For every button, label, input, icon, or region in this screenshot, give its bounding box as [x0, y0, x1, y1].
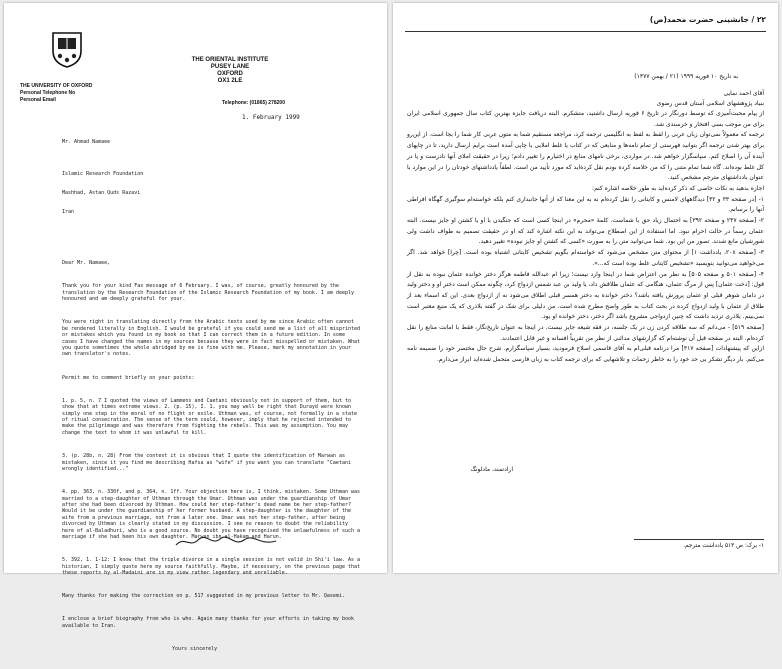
persian-paragraph: ۱- [در صفحه ۳۳ و ۳۲] دیدگاههای لامنس و کایتانی را نقل کرده‌ام نه به این معنا که از آنها جانبداری کنم بلکه خواسته‌ام سوگیری گهگاه افراطی آنها را برسانم.	[407, 195, 764, 214]
persian-body	[407, 109, 764, 366]
letter-paragraph: I enclose a brief biography from who is who. Again many thanks for your efforts in taking my book available to Iran.	[62, 616, 358, 629]
institute-street: PUSEY LANE	[210, 64, 250, 70]
letter-body	[62, 126, 362, 669]
institute-name: THE ORIENTAL INSTITUTE	[191, 57, 269, 63]
letter-date: 1. February 1999	[242, 114, 300, 121]
persian-translation-page	[393, 3, 778, 573]
personal-email-label: Personal Email	[20, 97, 56, 103]
address-line: Islamic Research Foundation	[62, 170, 144, 177]
letter-paragraph: You were right in translating directly from the Arabic texts used by me since Arabic often cannot be rendered literally in English. I would be grateful if you could send me a list of all misprinted or mistakes which you found in my book so that I can correct them in a future edition. In some cases I have changed the names in my sources because they were in fact misspelled or mistaken. What you quote sometimes the whole abridged by me is fine with me. Please, mark my annotation in your own translator's notes.	[62, 319, 364, 358]
header-rule	[405, 31, 766, 32]
institute-letterhead	[140, 57, 320, 85]
institute-city: OXFORD	[217, 71, 243, 77]
persian-addressee	[434, 89, 764, 108]
address-line: Iran	[62, 209, 75, 216]
address-line: Mashhad, Astan Quds Razavi	[62, 190, 141, 197]
university-letterhead	[20, 83, 140, 104]
persian-paragraph: [صفحه ۵۱۹] - می‌دانم که سه طلاقه کردن زن در یک جلسه، در فقه شیعه جایز نیست. در اینجا به عنوان تاریخ‌نگار، فقط با امانت منابع را نقل کرده‌ام. البته در صفحه قبل آن نوشته‌ام که گزارشهای مدائنی از نظر من تقریباً افسانه و غیر قابل اعتمادند.	[407, 324, 764, 342]
address-line: Mr. Ahmad Namaee	[62, 138, 111, 145]
institute-telephone: Telephone: (01865) 278200	[222, 100, 285, 106]
letter-scan-page	[4, 3, 387, 653]
letter-paragraph: 4. pp. 363, n. 330f, and p. 364, n. 1ff. Your objection here is, I think, mistaken. Some Uthman was married to a step-daughter of Uthman through the Umar. Uthman was under the guardianship of Umar after she had been divorced by Uthman. How could her step-father's dead name be her step-father? Would it be under the guardianship of her former husband. A step-daughter is the daughter of the wife from a previous marriage, not from a later one. Umar was not her step-father, after being divorced by Uthman is clearly stated in my discussion. I see no reason to doubt the reliability here of al-Baladhuri, who is a good source. No doubt you have recognised the unlawfulness of such a marriage if she had been his own daughter. Marwan ibn al-Hakam and Harun.	[62, 489, 364, 540]
persian-dateline: به تاریخ ۱۰ فوریه ۱۹۹۹ (۲۱ / بهمن ۱۳۷۷)	[634, 73, 738, 80]
letter-paragraph: Permit me to comment briefly on your points:	[62, 374, 195, 381]
persian-paragraph: ۳- [صفحه ۲۰۸، یادداشت ۱] از محتوای متن مشخص می‌شود که خواسته‌ام بگویم تشخیص کایتانی اشتباه بوده است. [چرا] خواهد شد. اگر می‌خواهید می‌توانید بنویسید «تشخیص کایتانی غلط بوده است که...».	[407, 249, 764, 267]
handwritten-signature	[172, 534, 282, 550]
letter-paragraph: 5. 392, 1. 1-12: I know that the triple divorce in a single session is not valid in Shi'i law. As a historian, I simply quote here my source faithfully. Maybe, if necessary, on the previous page that these reports by al-Madaini are in my view rather legendary and unreliable.	[62, 557, 364, 576]
letter-paragraph: 3. (p. 28b, n. 28) From the context it is obvious that I quote the identification of Marwan as mistaken, since it you find me describing Hafsa as "wife" if you want you can translate "Caetani wrongly identified..."	[62, 453, 354, 472]
personal-telephone-label: Personal Telephone No	[20, 90, 76, 96]
footnote-rule	[634, 539, 764, 540]
persian-paragraph: اجازه بدهید به نکات خاصی که ذکر کرده‌اید به طور خلاصه اشاره کنم:	[592, 184, 764, 192]
persian-paragraph: از پیام محبت‌آمیزی که توسط دورنگار در تاریخ ۶ فوریه ارسال داشتید، متشکرم. البته دریافت جایزه بهترین کتاب سال جمهوری اسلامی ایران برای من موجب بسی افتخار و خرسندی شد.	[407, 110, 765, 128]
letter-paragraph: Many thanks for making the correction on p. 517 suggested in my previous letter to Mr. Qasemi.	[62, 593, 345, 600]
institute-postcode: OX1 2LE	[217, 78, 243, 84]
persian-paragraph: ۲- [صفحه ۲۴۷ و صفحه ۳۹۲] به احتمال زیاد حق با شماست. کلمهٔ «محرم» در اینجا کسی است که جنگیدن با او یا کشتن او جایز نیست. البته عثمان رسماً در حالت احرام نبود. اما استفاده از این اصطلاح می‌تواند به این نکته اشاره کند که او در حقیقت تصمیم به طواف داشت ولی شورشیان مانع شدند. تصور من این بود. شما می‌توانید متن را به صورت «کسی که کشتن او جایز نبوده» تغییر دهید.	[407, 217, 765, 246]
salutation: Dear Mr. Namaee,	[62, 260, 111, 267]
persian-paragraph: ۴- [صفحه ۵۰۱ و صفحه ۵۰۵] به نظر من اعتراض شما در اینجا وارد نیست؛ زیرا ام عبدالله فاطمه هرگز دختر خوانده عثمان نبوده به نقل از قول: [دخت عثمان] پس از مرگ عثمان، هنگامی که عثمان طلاقش داد، یا ولید بن عبد شمس ازدواج کرد، چگونه ممکن است دختر او و دختر ولید در دامان شوهر قبلی او عثمان پرورش یافته باشد؟ دختر خوانده به دختر همسر قبلی اطلاق می‌شود نه از ازدواج بعدی. این که اسماء بعد از طلاق از عثمان با ولید ازدواج کرده در بحث کتاب به طور واضح مطرح شده است. من دلیلی برای شک در گفته بلاذری که یک منبع معتبر است نمی‌بینم. بلاذری تردید داشت که چنین ازدواجی مشروع باشد اگر دختر، دختر خوانده او بود.	[407, 270, 765, 321]
persian-paragraph: ترجمه که معمولاً نمی‌توان زبان عربی را لفظ به لفظ به انگلیسی ترجمه کرد، مراجعه مستقیم شما به متون عربی کار شما را بجا است. از این‌رو برای بهتر شدن ترجمه اگر بتوانید فهرستی از تمام نامه‌ها و منابعی که در کتاب یا غلط املایی یا چاپی آمده است برایم ارسال دارید، تا در چاپهای آینده آن را اصلاح کنم. سپاسگزار خواهم شد. در مواردی، برخی نامهای منابع در اختیارم را تغییر دادم؛ زیرا در حقیقت املای آنها نادرست و یا در کل غلط بوده‌اند. گاه شما تمام متنی را که من خلاصه کرده بودم نقل کرده‌اید که مورد تأیید من است. لطفاً یادداشتهای خودتان را در این موارد با عنوان یادداشتهای مترجم مشخص کنید.	[407, 131, 764, 182]
addressee-line: بنیاد پژوهشهای اسلامی آستان قدس رضوی	[656, 99, 764, 107]
persian-closing: ارادتمند، مادلونگ	[470, 466, 513, 473]
university-name: THE UNIVERSITY OF OXFORD	[20, 83, 93, 89]
persian-footnote: ۱- برک: ص ۵۱۳ یادداشت مترجم.	[683, 543, 764, 549]
running-header-text: ۲۲ / جانشینی حضرت محمد(ص)	[649, 15, 766, 24]
persian-paragraph: ازاین که پیشنهادات [صفحه ۳۱۷] مرا درنامه قبلی‌ام به آقای قاسمی اصلاح فرمودید، بسیار سپاسگزارم. شرح حال مختصر خود را ضمیمه نامه می‌کنم. بار دیگر تشکر بی حد خود را به خاطر زحمات و تلاشهایی که برای ترجمه کتاب به زبان فارسی متحمل شده‌اید ابراز می‌دارم.	[407, 345, 764, 364]
letter-paragraph: Thank you for your kind Fax message of 6 February. I was, of course, greatly honoured by the translation by the Research Foundation of the Islamic Research Foundation of my book. I am deeply honoured and am deeply grateful for your.	[62, 283, 358, 303]
letter-paragraph: 1. p. 5, n. 7 I quoted the views of Lammens and Caetani obviously not in support of them, but to show that at times extreme views. 2. (p. 15), I. 1, you may well be right that Durayd were known simply one step in the moral of no flight or exile. Uthman was, of course, not formally in a state of ritual consecration. The sense of the term could, however, imply that he rejected intended to make the pilgrimage and was therefore from fighting the rebels. This was my assumption. You may change the text to whom it was unlawful to kill.	[62, 397, 361, 436]
letter-closing: Yours sincerely	[172, 646, 218, 653]
addressee-line: آقای احمد نمایی	[723, 90, 764, 97]
oxford-crest-icon	[50, 29, 84, 69]
